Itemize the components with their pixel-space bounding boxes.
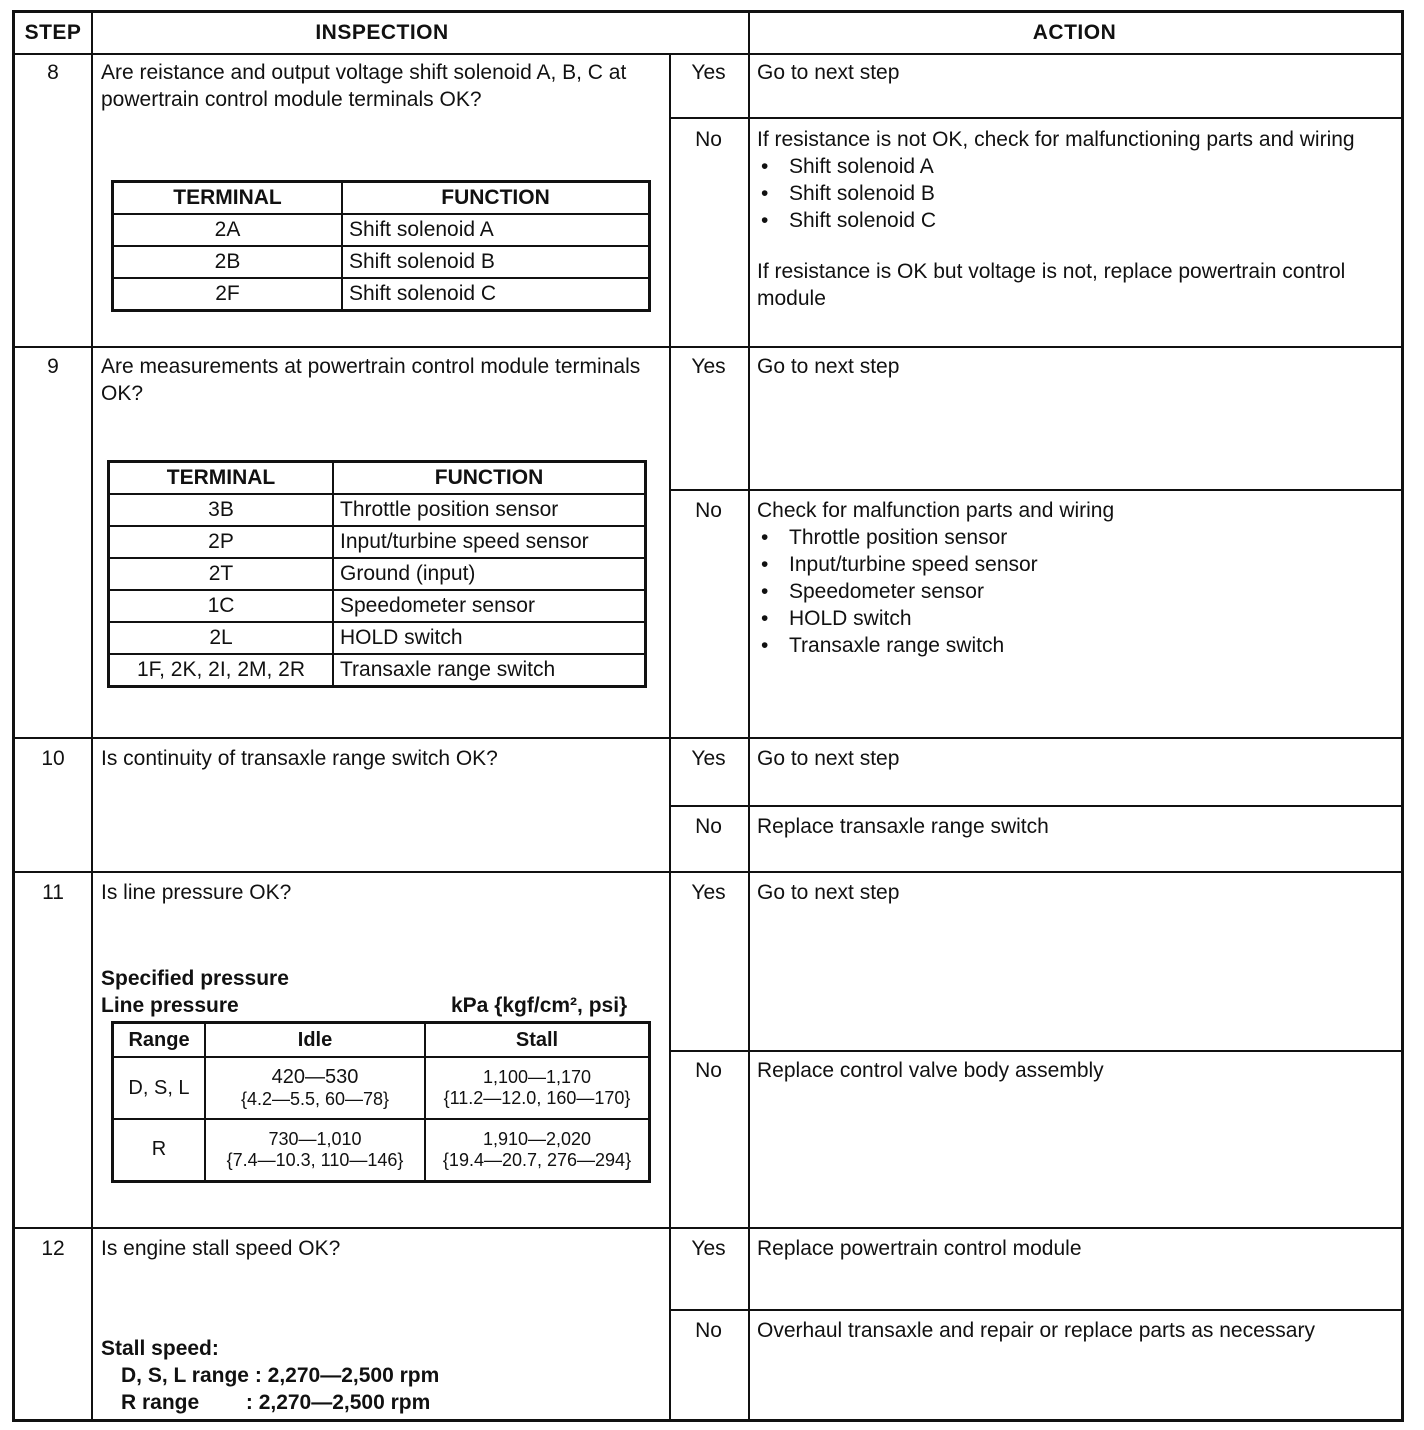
spec-title: Specified pressure — [101, 967, 289, 990]
table-row — [109, 526, 646, 558]
function-cell: Shift solenoid A — [342, 214, 650, 246]
bullet-list — [757, 524, 1397, 659]
yes-action: Go to next step — [757, 881, 900, 904]
no-label: No — [695, 128, 722, 151]
idle-kpa: 730—1,010 — [268, 1128, 362, 1149]
stall-speed-line: D, S, L range : 2,270—2,500 rpm — [121, 1364, 440, 1387]
function-cell: Shift solenoid C — [342, 278, 650, 311]
terminal-cell: 2P — [109, 526, 334, 558]
function-cell: HOLD switch — [333, 622, 646, 654]
yes-action: Go to next step — [757, 61, 900, 84]
yes-no-divider — [669, 117, 1401, 119]
terminal-cell: 2A — [113, 214, 343, 246]
no-label: No — [695, 499, 722, 522]
terminal-cell: 2B — [113, 246, 343, 278]
diagnostic-procedure-table — [12, 10, 1404, 1422]
table-row — [113, 1119, 650, 1181]
terminal-header: TERMINAL — [113, 182, 343, 215]
stall-alt-units: {11.2—12.0, 160—170} — [443, 1088, 631, 1108]
stall-kpa: 1,910—2,020 — [482, 1128, 592, 1149]
table-row — [109, 654, 646, 687]
function-cell: Input/turbine speed sensor — [333, 526, 646, 558]
list-item: • Shift solenoid C — [757, 207, 1397, 234]
no-action-intro: If resistance is not OK, check for malfunctioning parts and wiring — [757, 128, 1355, 151]
function-cell: Ground (input) — [333, 558, 646, 590]
range-header: Range — [113, 1023, 206, 1058]
table-row — [109, 590, 646, 622]
no-action — [757, 497, 1397, 659]
function-header: FUNCTION — [333, 462, 646, 495]
yes-label: Yes — [691, 747, 726, 770]
terminal-cell: 2L — [109, 622, 334, 654]
yes-no-divider — [669, 1309, 1401, 1311]
column-divider-step — [91, 13, 93, 1419]
header-inspection: INSPECTION — [315, 21, 449, 44]
yes-label: Yes — [691, 881, 726, 904]
terminal-cell: 3B — [109, 494, 334, 526]
no-action-outro: If resistance is OK but voltage is not, replace powertrain control module — [757, 260, 1346, 310]
column-divider-yesno — [669, 53, 671, 1419]
no-label: No — [695, 1319, 722, 1342]
list-item: • Input/turbine speed sensor — [757, 551, 1397, 578]
row-divider — [15, 346, 1401, 348]
column-divider-action — [748, 13, 750, 1419]
terminal-cell: 1F, 2K, 2I, 2M, 2R — [109, 654, 334, 687]
list-item: • Speedometer sensor — [757, 578, 1397, 605]
list-item: • HOLD switch — [757, 605, 1397, 632]
list-item: • Transaxle range switch — [757, 632, 1397, 659]
spec-subtitle: Line pressure — [101, 994, 239, 1017]
terminal-table — [111, 180, 651, 312]
idle-cell — [205, 1119, 425, 1181]
idle-alt-units: {4.2—5.5, 60—78} — [240, 1089, 390, 1109]
table-row — [109, 558, 646, 590]
yes-label: Yes — [691, 61, 726, 84]
table-row — [113, 278, 650, 311]
function-cell: Transaxle range switch — [333, 654, 646, 687]
terminal-cell: 2F — [113, 278, 343, 311]
stall-header: Stall — [425, 1023, 650, 1058]
step-number: 10 — [41, 747, 65, 770]
yes-label: Yes — [691, 355, 726, 378]
stall-speed-line: R range : 2,270—2,500 rpm — [121, 1391, 431, 1414]
idle-kpa: 420—530 — [271, 1066, 359, 1088]
table-header — [15, 13, 1401, 55]
row-divider — [15, 871, 1401, 873]
terminal-cell: 2T — [109, 558, 334, 590]
row-divider — [15, 1227, 1401, 1229]
terminal-header: TERMINAL — [109, 462, 334, 495]
stall-cell — [425, 1057, 650, 1119]
step-number: 9 — [47, 355, 59, 378]
header-action: ACTION — [1032, 21, 1117, 44]
no-action-intro: Check for malfunction parts and wiring — [757, 499, 1115, 522]
inspection-question: Are measurements at powertrain control module terminals OK? — [101, 355, 641, 405]
range-cell: R — [113, 1119, 206, 1181]
yes-no-divider — [669, 1050, 1401, 1052]
function-cell: Speedometer sensor — [333, 590, 646, 622]
yes-no-divider — [669, 805, 1401, 807]
stall-cell — [425, 1119, 650, 1181]
stall-kpa: 1,100—1,170 — [482, 1067, 592, 1087]
bullet-list — [757, 153, 1397, 234]
idle-cell — [205, 1057, 425, 1119]
header-step: STEP — [24, 21, 82, 44]
line-pressure-table — [111, 1021, 651, 1183]
stall-speed-title: Stall speed: — [101, 1337, 219, 1360]
idle-alt-units: {7.4—10.3, 110—146} — [226, 1149, 404, 1170]
no-action: Replace transaxle range switch — [757, 815, 1049, 838]
no-label: No — [695, 815, 722, 838]
inspection-question: Is line pressure OK? — [101, 881, 292, 904]
terminal-cell: 1C — [109, 590, 334, 622]
yes-action: Replace powertrain control module — [757, 1237, 1082, 1260]
list-item: • Throttle position sensor — [757, 524, 1397, 551]
step-number: 11 — [42, 881, 64, 904]
no-label: No — [695, 1059, 722, 1082]
step-number: 12 — [41, 1237, 65, 1260]
no-action — [757, 126, 1397, 312]
terminal-table — [107, 460, 647, 688]
list-item: • Shift solenoid A — [757, 153, 1397, 180]
yes-action: Go to next step — [757, 747, 900, 770]
step-number: 8 — [47, 61, 59, 84]
table-row — [113, 1057, 650, 1119]
inspection-question: Is continuity of transaxle range switch OK? — [101, 747, 498, 770]
function-cell: Throttle position sensor — [333, 494, 646, 526]
no-action: Overhaul transaxle and repair or replace parts as necessary — [757, 1319, 1315, 1342]
yes-action: Go to next step — [757, 355, 900, 378]
inspection-question: Are reistance and output voltage shift solenoid A, B, C at powertrain control module terminals OK? — [101, 61, 627, 111]
inspection-question: Is engine stall speed OK? — [101, 1237, 341, 1260]
yes-no-divider — [669, 489, 1401, 491]
function-cell: Shift solenoid B — [342, 246, 650, 278]
list-item: • Shift solenoid B — [757, 180, 1397, 207]
row-divider — [15, 737, 1401, 739]
idle-header: Idle — [205, 1023, 425, 1058]
yes-label: Yes — [691, 1237, 726, 1260]
range-cell: D, S, L — [113, 1057, 206, 1119]
table-row — [113, 214, 650, 246]
spec-units: kPa {kgf/cm², psi} — [451, 994, 628, 1017]
table-row — [113, 246, 650, 278]
table-row — [109, 494, 646, 526]
no-action: Replace control valve body assembly — [757, 1059, 1104, 1082]
table-row — [109, 622, 646, 654]
stall-alt-units: {19.4—20.7, 276—294} — [442, 1149, 632, 1170]
function-header: FUNCTION — [342, 182, 650, 215]
